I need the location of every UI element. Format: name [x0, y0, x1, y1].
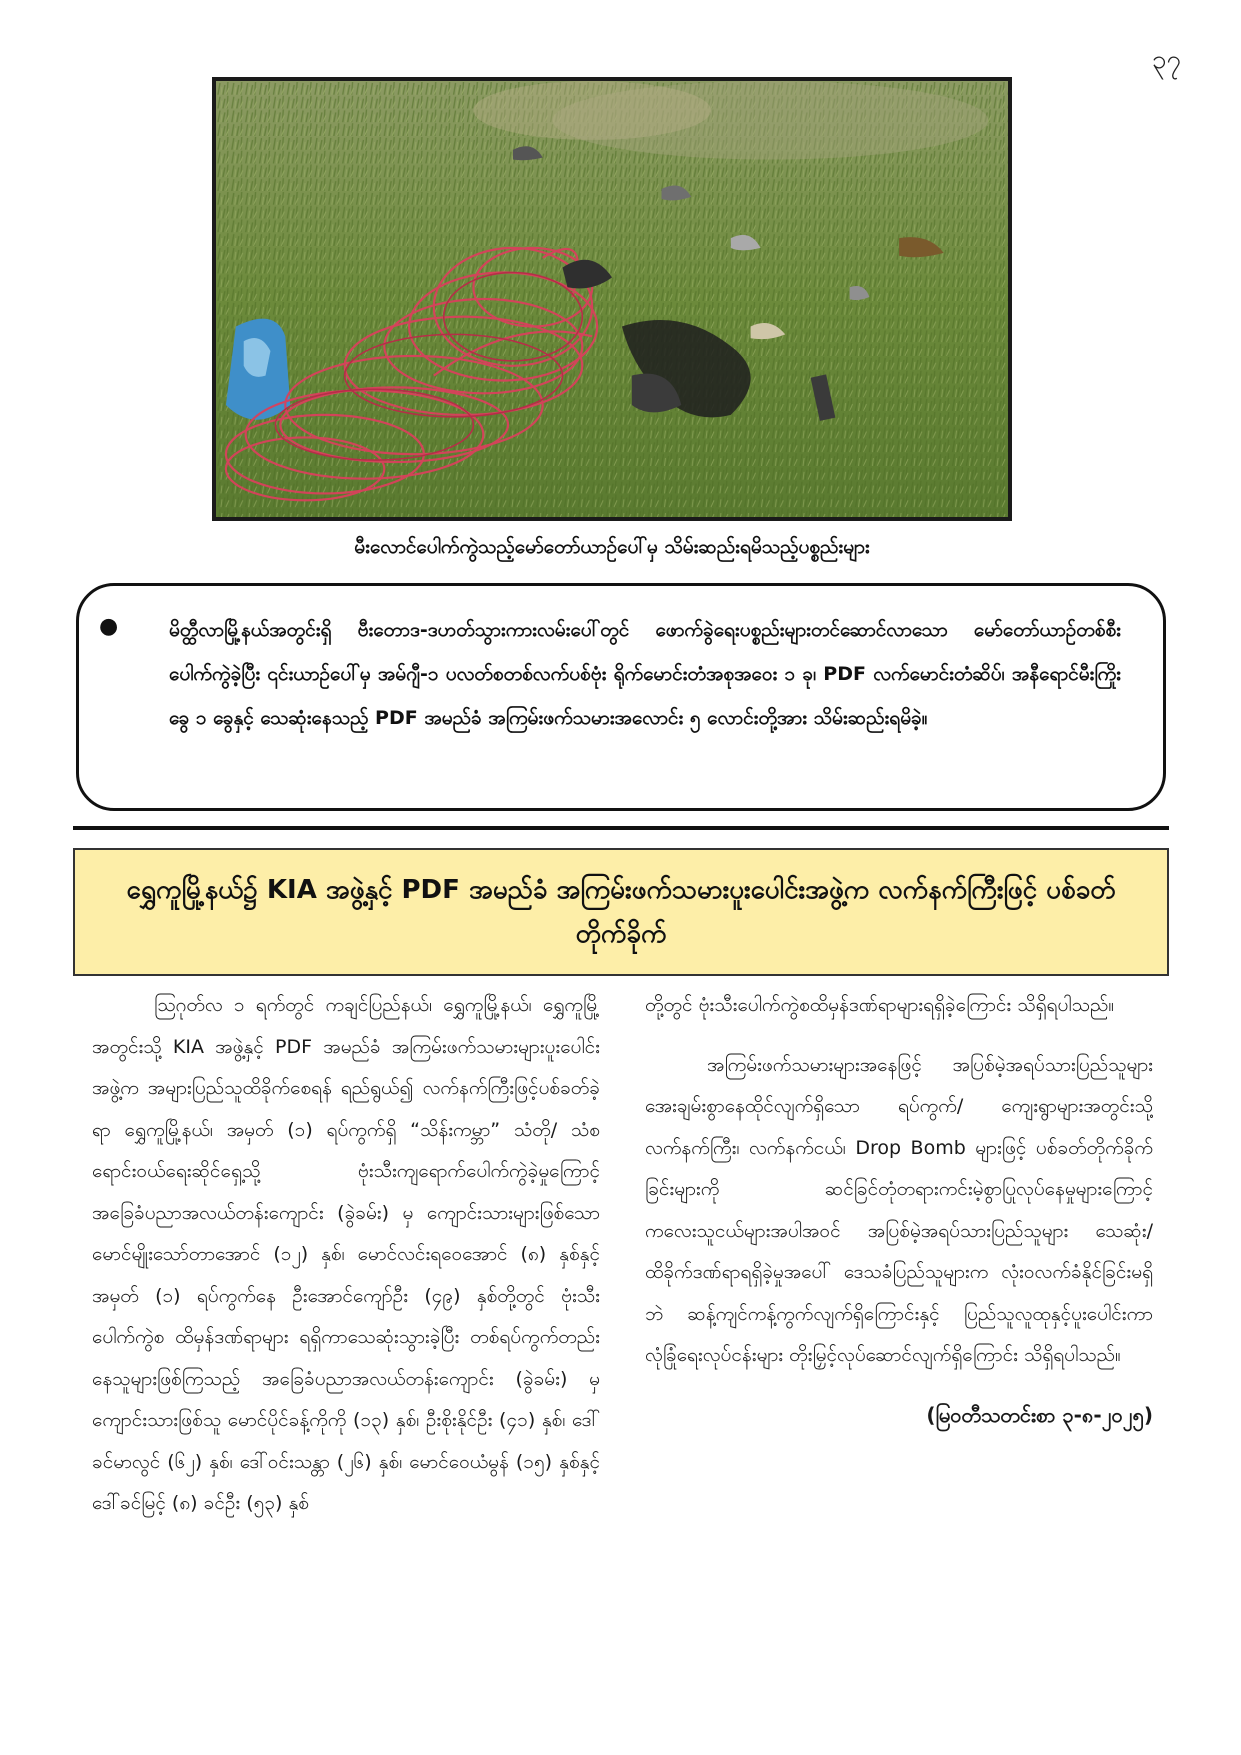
- section-divider: [73, 826, 1169, 830]
- article-headline: ရွှေကူမြို့နယ်၌ KIA အဖွဲ့နှင့် PDF အမည်ခံ အကြမ်းဖက်သမားပူးပေါင်းအဖွဲ့က လက်နက်ကြီးဖြင့် ပစ်ခတ်တိုက်ခိုက်: [126, 875, 1116, 949]
- photo-caption: မီးလောင်ပေါက်ကွဲသည့်မော်တော်ယာဉ်ပေါ်မှ သိမ်းဆည်းရမိသည့်ပစ္စည်းများ: [354, 536, 870, 558]
- article-paragraph-2: အကြမ်းဖက်သမားများအနေဖြင့် အပြစ်မဲ့အရပ်သားပြည်သူများ အေးချမ်းစွာနေထိုင်လျက်ရှိသော ရပ်ကွက်/ ကျေးရွာများအတွင်းသို့ လက်နက်ကြီး၊ လက်နက်ငယ်၊ Drop Bomb များဖြင့် ပစ်ခတ်တိုက်ခိုက်ခြင်းများကို ဆင်ခြင်တုံတရားကင်းမဲ့စွာပြုလုပ်နေမှုများကြောင့် ကလေးသူငယ်များအပါအဝင် အပြစ်မဲ့အရပ်သားပြည်သူများ သေဆုံး/ ထိခိုက်ဒဏ်ရာရရှိခဲ့မှုအပေါ် ဒေသခံပြည်သူများက လုံးဝလက်ခံနိုင်ခြင်းမရှိဘဲ ဆန့်ကျင်ကန့်ကွက်လျက်ရှိကြောင်းနှင့် ပြည်သူလူထုနှင့်ပူးပေါင်းကာ လုံခြုံရေးလုပ်ငန်းများ တိုးမြှင့်လုပ်ဆောင်လျက်ရှိကြောင်း သိရှိရပါသည်။: [645, 1053, 1153, 1366]
- summary-box: [76, 583, 1166, 811]
- bullet-icon: ●: [99, 614, 119, 639]
- article-paragraph-1: ဩဂုတ်လ ၁ ရက်တွင် ကချင်ပြည်နယ်၊ ရွှေကူမြို့နယ်၊ ရွှေကူမြို့အတွင်းသို့ KIA အဖွဲ့နှင့် PDF အမည်ခံ အကြမ်းဖက်သမားများပူးပေါင်းအဖွဲ့က အများပြည်သူထိခိုက်စေရန် ရည်ရွယ်၍ လက်နက်ကြီးဖြင့်ပစ်ခတ်ခဲ့ရာ ရွှေကူမြို့နယ်၊ အမှတ် (၁) ရပ်ကွက်ရှိ “သိန်းကမ္ဘာ” သံတို/ သံစရောင်းဝယ်ရေးဆိုင်ရှေ့သို့ ဗုံးသီးကျရောက်ပေါက်ကွဲခဲ့မှုကြောင့် အခြေခံပညာအလယ်တန်းကျောင်း (ခွဲခမ်း) မှ ကျောင်းသားများဖြစ်သော မောင်မျိုးသော်တာအောင် (၁၂) နှစ်၊ မောင်လင်းရဝေအောင် (၈) နှစ်နှင့် အမှတ် (၁) ရပ်ကွက်နေ ဦးအောင်ကျော်ဦး (၄၉) နှစ်တို့တွင် ဗုံးသီးပေါက်ကွဲစ ထိမှန်ဒဏ်ရာများ ရရှိကာသေဆုံးသွားခဲ့ပြီး တစ်ရပ်ကွက်တည်းနေသူများဖြစ်ကြသည့် အခြေခံပညာအလယ်တန်းကျောင်း (ခွဲခမ်း) မှ ကျောင်းသားဖြစ်သူ မောင်ပိုင်ခန့်ကိုကို (၁၃) နှစ်၊ ဦးစိုးနိုင်ဦး (၄၁) နှစ်၊ ဒေါ်ခင်မာလွင် (၆၂) နှစ်၊ ဒေါ်ဝင်းသန္တာ (၂၆) နှစ်၊ မောင်ဝေယံမွန် (၁၅) နှစ်နှင့် ဒေါ်ခင်မြင့် (၈) ခင်ဦး (၅၃) နှစ်: [92, 994, 600, 1514]
- headline-box: [73, 848, 1169, 976]
- news-source: (မြဝတီသတင်းစာ ၃-၈-၂၀၂၅): [926, 1402, 1153, 1427]
- article-column-left: [92, 985, 600, 1725]
- article-paragraph-1-continued: တို့တွင် ဗုံးသီးပေါက်ကွဲစထိမှန်ဒဏ်ရာများရရှိခဲ့ကြောင်း သိရှိရပါသည်။: [645, 994, 1115, 1016]
- summary-text: မိတ္ထီလာမြို့နယ်အတွင်းရှိ ဗီးတောဒ-ဒဟတ်သွားကားလမ်းပေါ်တွင် ဖောက်ခွဲရေးပစ္စည်းများတင်ဆောင်လာသော မော်တော်ယာဉ်တစ်စီးပေါက်ကွဲခဲ့ပြီး ၎င်းယာဉ်ပေါ်မှ အမ်ဂျီ-၁ ပလတ်စတစ်လက်ပစ်ဗုံး ရိုက်မောင်းတံအစုအဝေး ၁ ခု၊ PDF လက်မောင်းတံဆိပ်၊ အနီရောင်မီးကြိုးခွေ ၁ ခွေနှင့် သေဆုံးနေသည့် PDF အမည်ခံ အကြမ်းဖက်သမားအလောင်း ၅ လောင်းတို့အား သိမ်းဆည်းရမိခဲ့။: [169, 619, 1121, 729]
- page-number: ၃၇: [1151, 45, 1181, 75]
- article-column-right: [645, 985, 1153, 1436]
- evidence-photo: [212, 77, 1012, 521]
- grass-with-wire-image: [216, 81, 1008, 517]
